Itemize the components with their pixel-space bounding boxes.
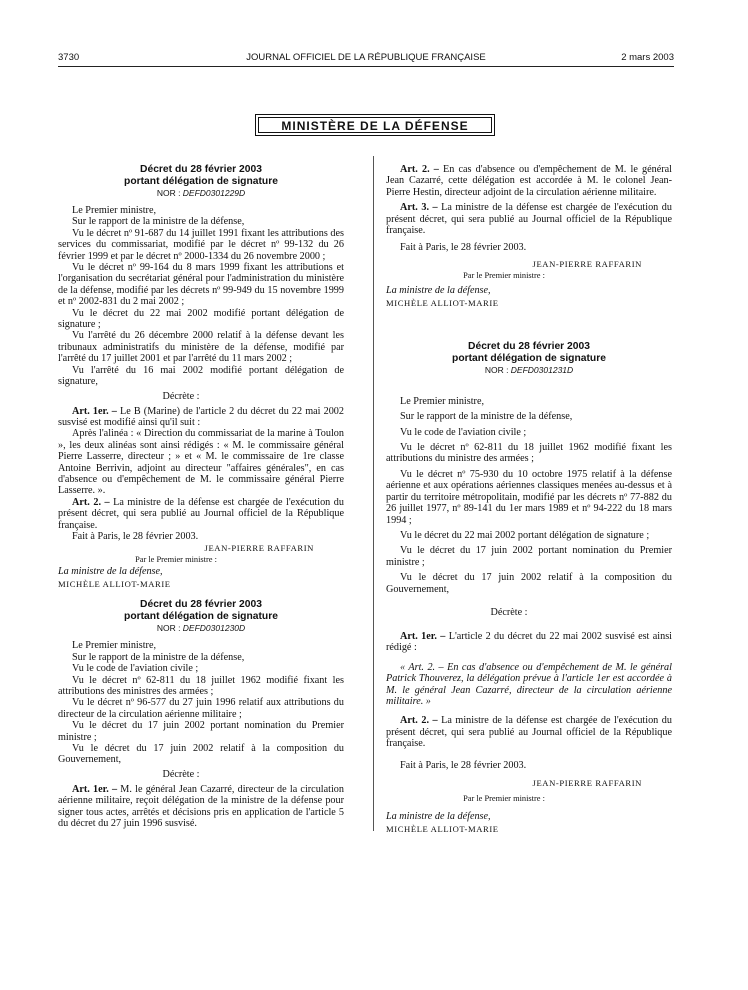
journal-title: JOURNAL OFFICIEL DE LA RÉPUBLIQUE FRANÇAISE	[246, 52, 486, 63]
decree-title: Décret du 28 février 2003	[468, 340, 590, 352]
minister-name: MICHÈLE ALLIOT-MARIE	[58, 579, 171, 590]
right-column	[386, 164, 672, 835]
article-text: M. le général Jean Cazarré, directeur de la circulation aérienne militaire, reçoit délégation de la ministre de la défense pour signer tous actes, arrêtés et décisions pris en application de l'article 5 du décret du 27 juin 1996 susvisé.	[58, 783, 344, 830]
paragraph: Sur le rapport de la ministre de la défense,	[400, 411, 573, 423]
paragraph: Vu le décret du 22 mai 2002 portant délégation de signature ;	[400, 529, 650, 541]
decree-subtitle: portant délégation de signature	[124, 176, 278, 187]
paragraph: Vu le décret nº 75-930 du 10 octobre 1975 relatif à la défense aérienne et aux opérations aériennes classiques menées au-dessus et à partir du territoire métropolitain, modifié par les décrets nº 77-882 du 26 juillet 1977, nº 89-141 du 1er mars 1989 et nº 94-222 du 18 mars 1994 ;	[386, 468, 672, 526]
decree-1	[58, 164, 344, 590]
quoted-article: « Art. 2. – En cas d'absence ou d'empêchement de M. le général Patrick Thouverez, la délégation prévue à l'article 1er est accordée à M. le général Jean Cazarré, directeur de la circulation aérienne militaire. »	[386, 661, 672, 707]
article	[58, 784, 344, 830]
signature: JEAN-PIERRE RAFFARIN	[204, 543, 314, 554]
column-divider	[373, 156, 374, 831]
ministry-title: MINISTÈRE DE LA DÉFENSE	[258, 117, 492, 133]
minister-name: MICHÈLE ALLIOT-MARIE	[386, 824, 499, 834]
article-text: En cas d'absence ou d'empêchement de M. le général Jean Cazarré, cette délégation est accordée à M. le colonel Jean-Pierre Hestin, directeur adjoint de la circulation aérienne militaire.	[386, 164, 672, 198]
minister-name: MICHÈLE ALLIOT-MARIE	[386, 297, 499, 308]
nor-label: NOR :	[484, 364, 511, 375]
article-text: L'article 2 du décret du 22 mai 2002 susvisé est ainsi rédigé :	[386, 630, 672, 654]
paragraph: Vu le décret du 22 mai 2002 modifié portant délégation de signature ;	[58, 307, 344, 331]
minister-title: La ministre de la défense,	[386, 811, 491, 822]
paragraph: Vu l'arrêté du 26 décembre 2000 relatif à la défense devant les tribunaux administratifs du ministère de la défense, modifié par l'arrêté du 17 juillet 2001 et par l'arrêté du 11 mars 2002 ;	[58, 330, 344, 365]
left-column	[58, 164, 344, 829]
paragraph: Le Premier ministre,	[72, 205, 157, 216]
article-text: La ministre de la défense est chargée de l'exécution du présent décret, qui sera publié au Journal officiel de la République française.	[386, 202, 672, 237]
paragraph: Vu le décret nº 62-811 du 18 juillet 1962 modifié fixant les attributions des ministres des armées ;	[58, 674, 344, 697]
issue-date: 2 mars 2003	[621, 52, 674, 63]
paragraph: Sur le rapport de la ministre de la défense,	[72, 651, 245, 663]
article-label: Art. 2. –	[400, 164, 439, 175]
par-premier-ministre: Par le Premier ministre :	[463, 794, 545, 803]
article-label: Art. 2. –	[72, 496, 110, 508]
par-premier-ministre: Par le Premier ministre :	[135, 555, 217, 565]
article-label: Art. 3. –	[400, 202, 438, 214]
decree-2-continued	[386, 164, 672, 309]
article	[386, 202, 672, 236]
paragraph: Le Premier ministre,	[72, 640, 157, 652]
nor-code: DEFD0301229D	[182, 188, 246, 198]
article-text: La ministre de la défense est chargée de l'exécution du présent décret, qui sera publié au Journal officiel de la République française.	[58, 496, 344, 531]
minister-title: La ministre de la défense,	[58, 566, 163, 578]
paragraph: Vu le décret nº 99-164 du 8 mars 1999 fixant les attributions et l'organisation du secrétariat général pour l'administration du ministère de la défense, modifié par les décrets nº 99-949 du 15 novembre 1999 et nº 2002-831 du 2 mai 2002 ;	[58, 262, 344, 308]
nor-label: NOR :	[156, 623, 183, 634]
paragraph: Le Premier ministre,	[400, 395, 485, 407]
nor-reference	[386, 365, 672, 376]
paragraph: Vu le décret du 17 juin 2002 relatif à la composition du Gouvernement,	[386, 572, 672, 595]
signature: JEAN-PIERRE RAFFARIN	[532, 258, 642, 269]
minister-title: La ministre de la défense,	[386, 284, 491, 296]
header-rule	[58, 66, 674, 67]
decree-3	[386, 341, 672, 835]
decree-title: Décret du 28 février 2003	[140, 599, 262, 611]
nor-code: DEFD0301230D	[182, 623, 246, 634]
paragraph: Après l'alinéa : « Direction du commissariat de la marine à Toulon », les deux alinéas sont ainsi rédigés : « M. le commissaire général Pierre Lasserre, directeur ; » et « M. le commissaire de 1re classe Antoine Berrivin, adjoint au directeur "affaires générales", en cas d'absence ou d'empêchement de M. le commissaire général Pierre Lasserre. ».	[58, 428, 344, 497]
article	[58, 497, 344, 531]
article-label: Art. 1er. –	[72, 405, 117, 417]
article	[386, 164, 672, 198]
ministry-box	[255, 114, 495, 136]
paragraph: Vu le code de l'aviation civile ;	[400, 426, 527, 438]
decree-subtitle: portant délégation de signature	[452, 352, 606, 364]
decree-subtitle: portant délégation de signature	[124, 611, 278, 623]
paragraph: Vu le code de l'aviation civile ;	[72, 663, 199, 675]
nor-reference	[58, 188, 344, 199]
decrete-heading: Décrète :	[162, 768, 200, 780]
decrete-heading: Décrète :	[490, 606, 528, 618]
paragraph: Vu le décret nº 62-811 du 18 juillet 1962 modifié fixant les attributions du ministre des armées ;	[386, 442, 672, 465]
fait-a-paris: Fait à Paris, le 28 février 2003.	[400, 242, 527, 254]
nor-label: NOR :	[156, 188, 183, 198]
article	[386, 715, 672, 749]
paragraph: Vu le décret du 17 juin 2002 portant nomination du Premier ministre ;	[386, 545, 672, 568]
par-premier-ministre: Par le Premier ministre :	[463, 270, 545, 280]
decree-title: Décret du 28 février 2003	[140, 164, 262, 175]
paragraph: Vu le décret nº 96-577 du 27 juin 1996 relatif aux attributions du directeur de la circulation aérienne militaire ;	[58, 697, 344, 720]
article-text: Le B (Marine) de l'article 2 du décret du 22 mai 2002 susvisé est modifié ainsi qu'il suit :	[58, 405, 344, 428]
paragraph: Vu l'arrêté du 16 mai 2002 modifié portant délégation de signature,	[58, 364, 344, 388]
article-text: La ministre de la défense est chargée de l'exécution du présent décret, qui sera publié au Journal officiel de la République française.	[386, 715, 672, 750]
decrete-heading: Décrète :	[162, 390, 200, 402]
decree-2	[58, 599, 344, 829]
page-number: 3730	[58, 52, 80, 63]
fait-a-paris: Fait à Paris, le 28 février 2003.	[400, 759, 527, 771]
paragraph: Sur le rapport de la ministre de la défense,	[72, 216, 245, 228]
signature: JEAN-PIERRE RAFFARIN	[532, 778, 642, 788]
article-label: Art. 1er. –	[72, 783, 118, 795]
paragraph: Vu le décret du 17 juin 2002 relatif à la composition du Gouvernement,	[58, 743, 344, 766]
article-label: Art. 2. –	[400, 715, 438, 727]
paragraph: Vu le décret nº 91-687 du 14 juillet 1991 fixant les attributions des services du commissariat, modifié par le décret nº 99-132 du 26 février 1999 et par le décret nº 2000-1334 du 26 novembre 2000 ;	[58, 227, 344, 262]
nor-code: DEFD0301231D	[510, 364, 574, 375]
nor-reference	[58, 623, 344, 634]
article	[58, 406, 344, 429]
page-header	[58, 52, 674, 66]
article	[386, 631, 672, 654]
paragraph: Vu le décret du 17 juin 2002 portant nomination du Premier ministre ;	[58, 720, 344, 743]
article-label: Art. 1er. –	[400, 630, 446, 642]
fait-a-paris: Fait à Paris, le 28 février 2003.	[72, 530, 199, 542]
